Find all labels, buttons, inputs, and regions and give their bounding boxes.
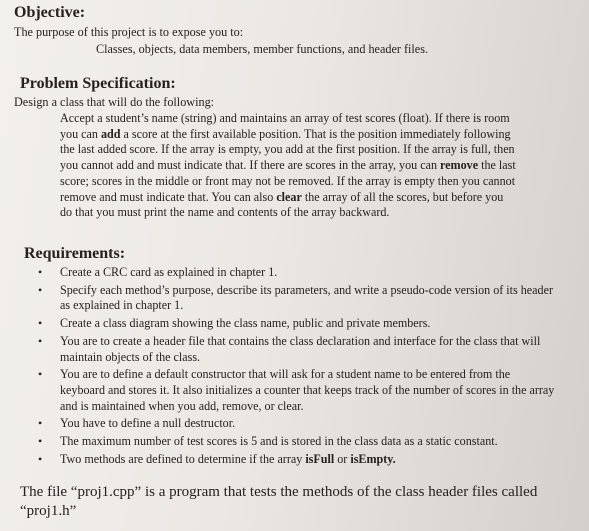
requirement-item bbox=[36, 452, 556, 468]
requirement-item bbox=[36, 265, 556, 281]
bullet-icon: • bbox=[38, 416, 43, 431]
bullet-icon: • bbox=[38, 333, 43, 348]
bullet-icon: • bbox=[38, 367, 43, 382]
text-run: the array of all the scores, but before you do that you must print the name and contents of the array backward. bbox=[60, 189, 504, 220]
problem-heading: Problem Specification: bbox=[20, 75, 176, 92]
keyword-text: remove bbox=[440, 158, 479, 173]
keyword-text: add bbox=[100, 126, 121, 141]
text-run: Accept a student’s name (string) and maintains an array of test scores (float). If there is room you can bbox=[60, 111, 510, 141]
requirement-item bbox=[36, 283, 556, 314]
keyword-text: isFull bbox=[305, 451, 335, 466]
keyword-text: isEmpty. bbox=[350, 451, 396, 466]
bullet-icon: • bbox=[38, 434, 43, 449]
bullet-icon: • bbox=[38, 265, 43, 279]
text-run: Create a class diagram showing the class name, public and private members. bbox=[60, 316, 431, 331]
objective-heading: Objective: bbox=[14, 4, 86, 21]
footer-note: The file “proj1.cpp” is a program that tests the methods of the class header files called “proj1.h” bbox=[20, 484, 538, 519]
text-run: the last score; scores in the middle or front may not be removed. If the array is empty then you cannot remove and must indicate that. You can also bbox=[60, 158, 516, 204]
objective-intro: The purpose of this project is to expose you to: bbox=[14, 25, 244, 39]
text-run: a score at the first available position. That is the position immediately following the last added score. If the array is empty, you add at the first position. If the array is full, then you cannot add and must indicate that. If there are scores in the array, you can bbox=[60, 126, 515, 173]
problem-description bbox=[60, 111, 518, 221]
requirement-item bbox=[36, 334, 556, 365]
bullet-icon: • bbox=[38, 316, 43, 331]
keyword-text: clear bbox=[276, 189, 302, 204]
requirement-item bbox=[36, 316, 556, 332]
requirement-item bbox=[36, 416, 556, 432]
bullet-icon: • bbox=[38, 282, 43, 297]
text-run: Create a CRC card as explained in chapter 1. bbox=[60, 265, 278, 279]
objective-topics: Classes, objects, data members, member functions, and header files. bbox=[96, 42, 429, 56]
text-run: Two methods are defined to determine if the array bbox=[60, 451, 306, 466]
text-run: You are to create a header file that contains the class declaration and interface for the class that will maintain objects of the class. bbox=[60, 333, 541, 364]
text-run: You are to define a default constructor that will ask for a student name to be entered from the keyboard and stores it. It also initializes a counter that keeps track of the number of scores in the array and is maintained when you add, remove, or clear. bbox=[60, 367, 555, 413]
text-run: The maximum number of test scores is 5 and is stored in the class data as a static constant. bbox=[60, 434, 498, 449]
bullet-icon: • bbox=[38, 451, 43, 466]
text-run: or bbox=[334, 451, 351, 466]
requirements-list bbox=[36, 265, 556, 470]
requirement-item bbox=[36, 434, 556, 450]
problem-intro: Design a class that will do the following: bbox=[14, 95, 215, 109]
requirements-heading: Requirements: bbox=[24, 245, 126, 262]
text-run: You have to define a null destructor. bbox=[60, 416, 236, 431]
requirement-item bbox=[36, 367, 556, 414]
text-run: Specify each method’s purpose, describe its parameters, and write a pseudo-code version of its header as explained in chapter 1. bbox=[60, 282, 553, 313]
